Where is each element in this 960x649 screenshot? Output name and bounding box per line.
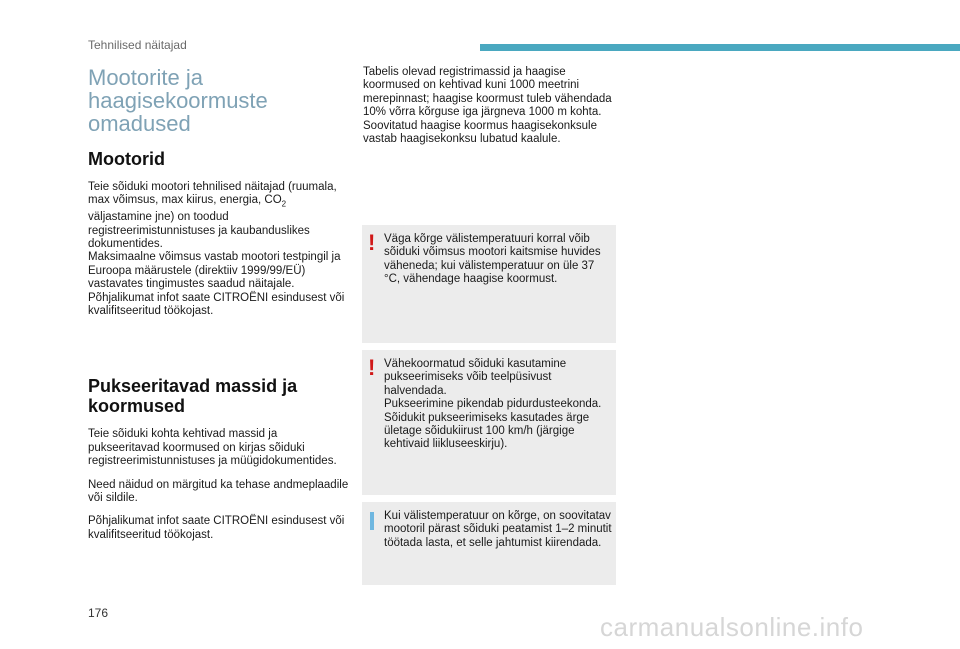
header-accent-bar [480,44,960,51]
mass-table-intro: Tabelis olevad registrimassid ja haagise koormused on kehtivad kuni 1000 meetrini merepinnast; haagise koormust tuleb vähendada 10% võrra kõrguse iga järgneva 1000 m kohta. Soovitatud haagise koormus haagisekonksule vastab haagisekonksu lubatud kaalule. [363,66,612,146]
towing-paragraph-3: Põhjalikumat infot saate CITROËNI esindusest või kvalifitseeritud töökojast. [88,515,345,541]
left-column [88,66,350,552]
engines-p1-before: Teie sõiduki mootori tehnilised näitajad (ruumala, max võimsus, max kiirus, energia, CO [88,181,337,207]
engines-paragraph-2: Maksimaalne võimsus vastab mootori testpingil ja Euroopa määrustele (direktiiv 1999/99/EÜ) vastavates tingimustes saadud näitajale. Põhjalikumat infot saate CITROËNI esindusest või kvalifitseeritud töökojast. [88,251,345,317]
section-header-label: Tehnilised näitajad [88,38,187,52]
notice-text: Väga kõrge välistemperatuuri korral võib sõiduki võimsus mootori kaitsmise huvides väheneda; kui välistemperatuur on üle 37 °C, vähendage haagise koormust. [384,233,601,286]
info-bar-icon [370,512,374,530]
right-column [362,66,618,156]
warning-notice-temperature [362,225,616,343]
engines-p1-after: väljastamine jne) on toodud registreerimistunnistuses ja kaubanduslikes dokumentides. [88,211,310,250]
engines-paragraph-1 [88,181,350,251]
page-number: 176 [88,606,109,620]
notice-text: Kui välistemperatuur on kõrge, on soovitatav mootoril pärast sõiduki peatamist 1–2 minutit töötada lasta, et selle jahtumist kiirendada. [384,510,612,549]
towing-paragraph-1: Teie sõiduki kohta kehtivad massid ja pukseeritavad koormused on kirjas sõiduki registreerimistunnistuses ja müügidokumentides. [88,428,337,468]
exclamation-icon: ! [368,230,376,255]
watermark: carmanualsonline.info [600,612,864,642]
page-title [88,66,350,135]
towing-heading: Pukseeritavad massid ja koormused [88,376,298,417]
notice-text: Vähekoormatud sõiduki kasutamine pukseerimiseks võib teelpüsivust halvendada. Pukseerimine pikendab pidurdusteekonda. Sõidukit pukseerimiseks kasutades ärge ületage sõidukiirust 100 km/h (järgige kehtivaid liikluseeskirju). [384,358,602,451]
co2-subscript: 2 [281,199,287,209]
warning-notice-towing [362,350,616,495]
info-notice-cooling [362,502,616,585]
page-title-text: Mootorite ja haagisekoormuste omadused [88,65,268,136]
towing-paragraph-2: Need näidud on märgitud ka tehase andmeplaadile või sildile. [88,478,349,504]
exclamation-icon: ! [368,355,376,380]
engines-heading: Mootorid [88,149,165,169]
